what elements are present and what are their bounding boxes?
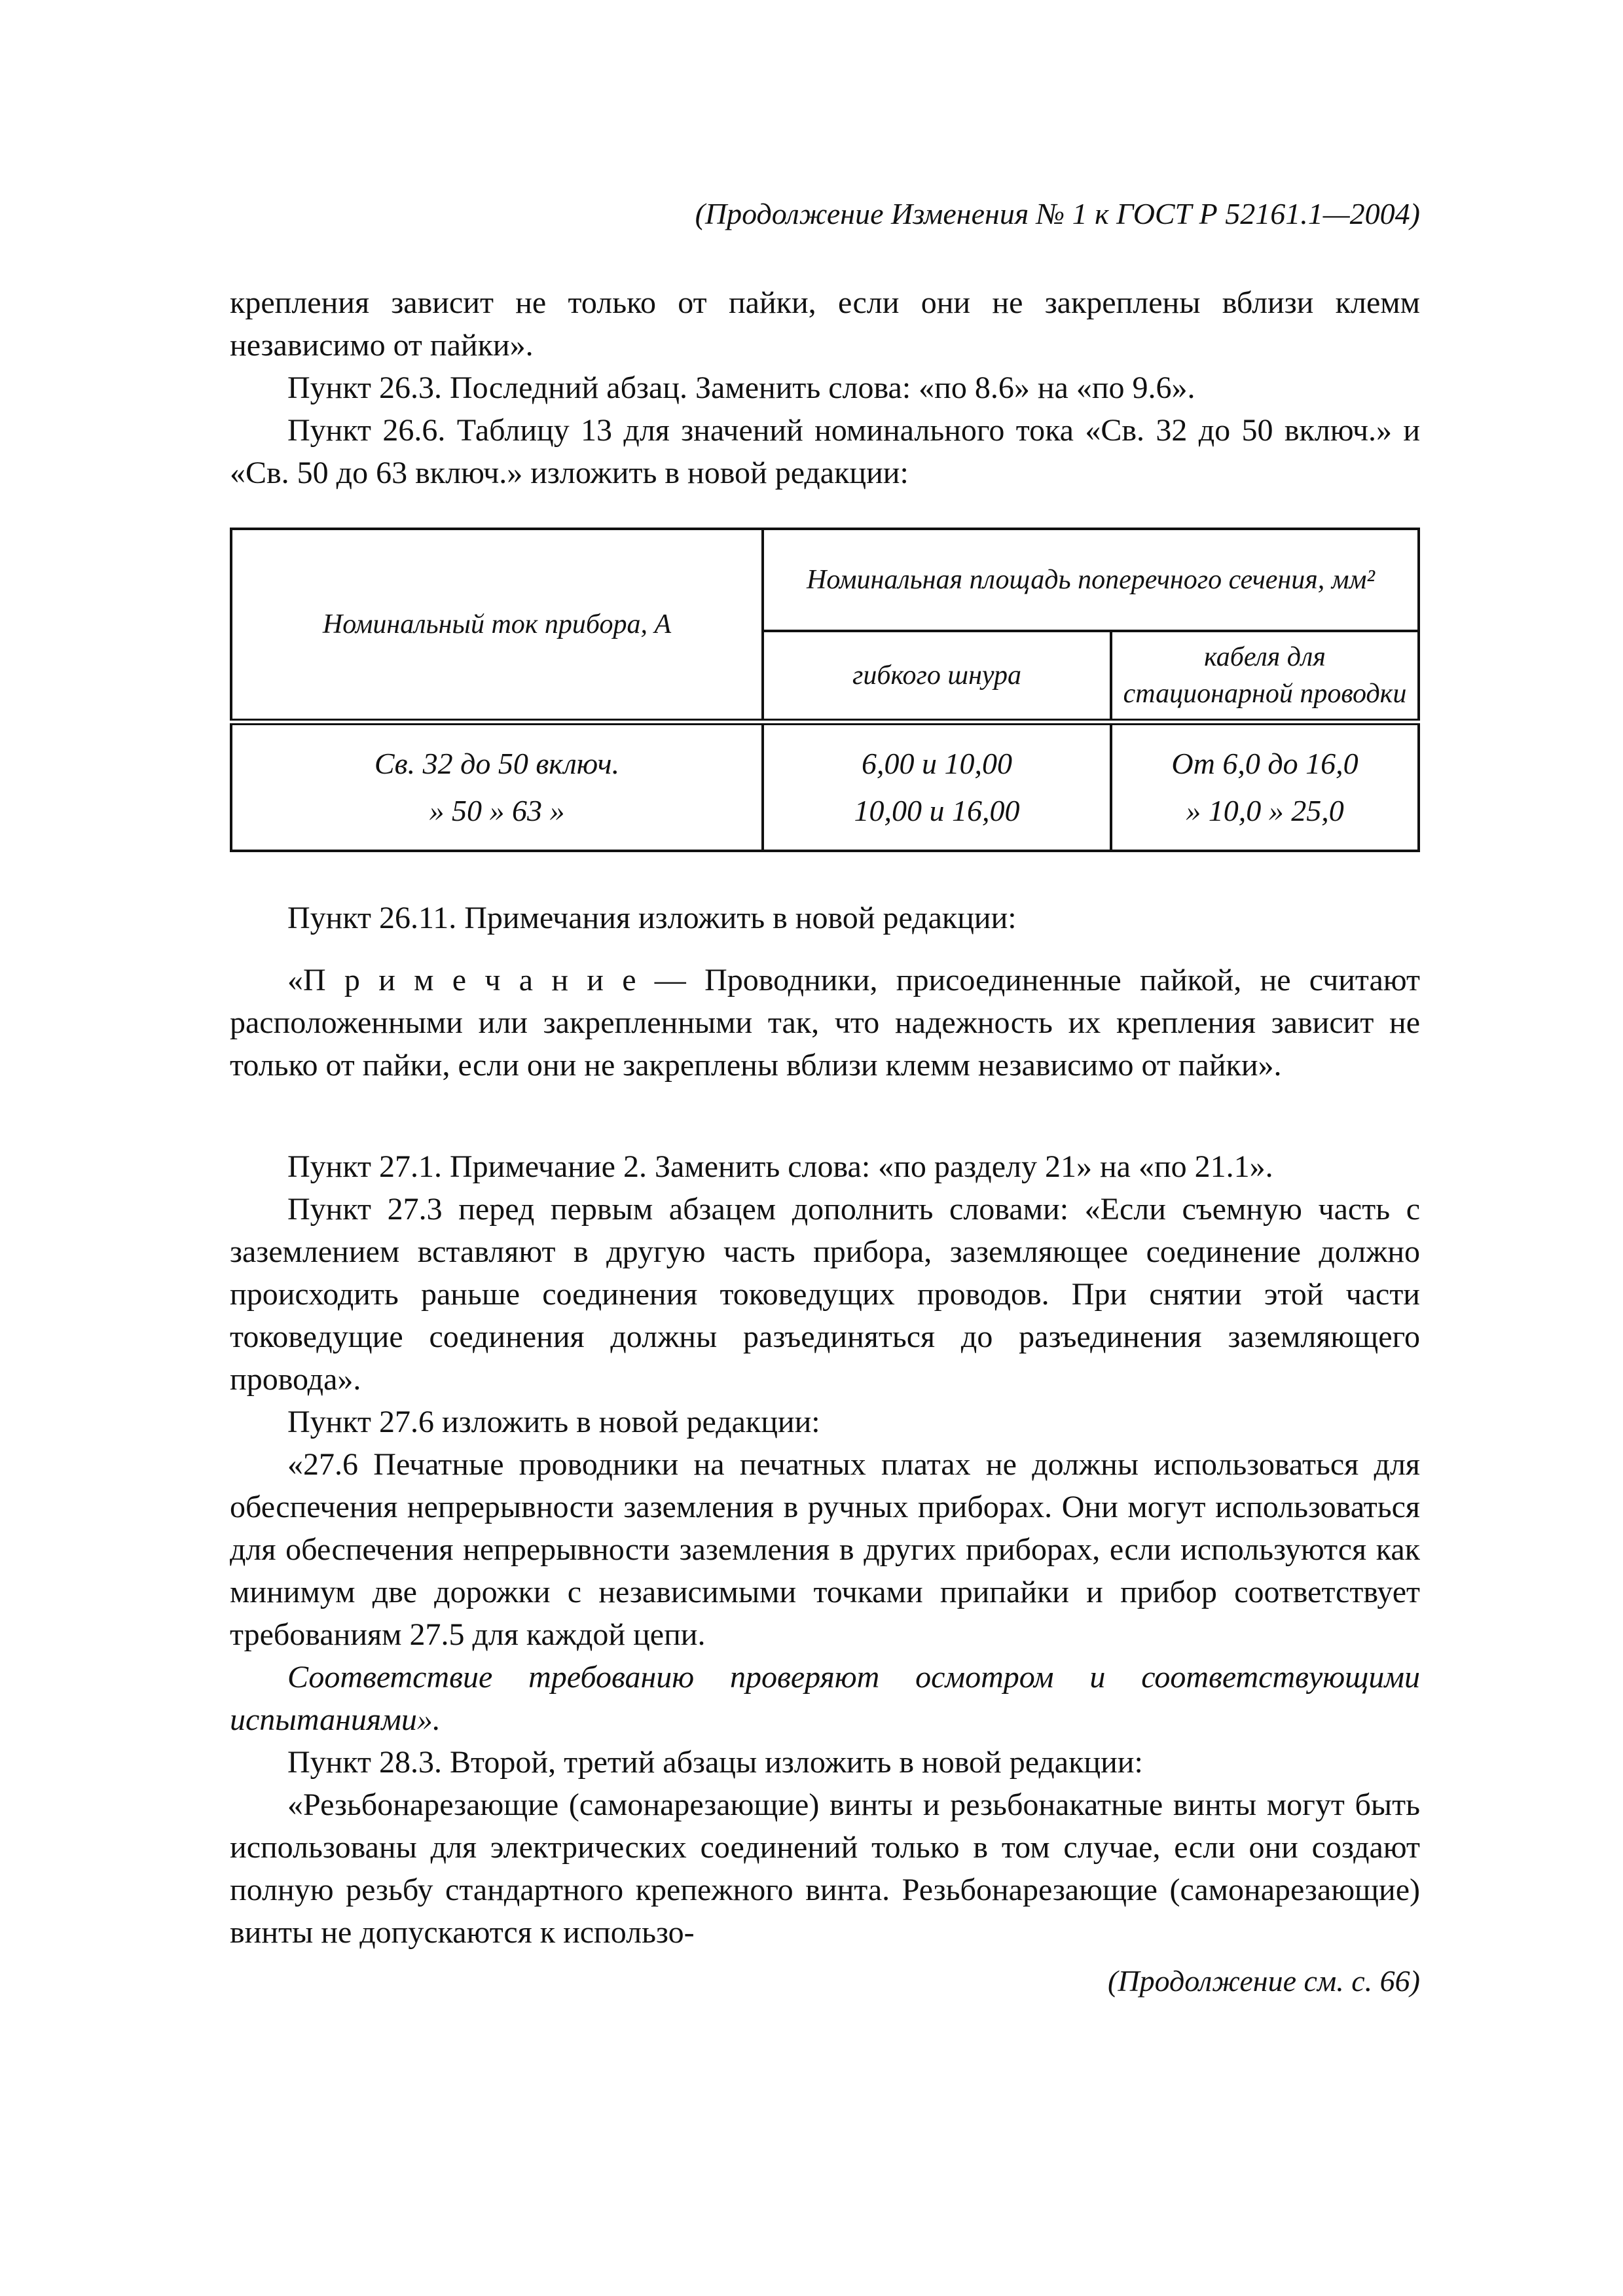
paragraph-26-6: Пункт 26.6. Таблицу 13 для значений номинального тока «Св. 32 до 50 включ.» и «Св. 50 до 63 включ.» изложить в новой редакции: bbox=[230, 413, 1420, 490]
paragraph-27-3: Пункт 27.3 перед первым абзацем дополнить словами: «Если съемную часть с заземлением вставляют в другую часть прибора, заземляющее соединение должно происходить раньше соединения токоведущих проводов. При снятии этой части токоведущие соединения должны разъединяться до разъединения заземляющего провода». bbox=[230, 1192, 1420, 1397]
table-cell-current: Св. 32 до 50 включ. » 50 » 63 » bbox=[231, 722, 763, 851]
page-footer: (Продолжение см. с. 66) bbox=[1108, 1964, 1420, 1998]
table-header-current: Номинальный ток прибора, А bbox=[231, 529, 763, 722]
table-cell-cable: От 6,0 до 16,0 » 10,0 » 25,0 bbox=[1111, 722, 1419, 851]
page-header: (Продолжение Изменения № 1 к ГОСТ Р 52161.1—2004) bbox=[695, 197, 1420, 230]
table-header-cord: гибкого шнура bbox=[763, 631, 1111, 722]
table-header-cable: кабеля для стационарной проводки bbox=[1111, 631, 1419, 722]
paragraph-compliance: Соответствие требованию проверяют осмотром и соответствующими испытаниями». bbox=[230, 1660, 1420, 1737]
paragraph-28-3-text: «Резьбонарезающие (самонарезающие) винты и резьбонакатные винты могут быть использованы для электрических соединений только в том случае, если они создают полную резьбу стандартного крепежного винта. Резьбонарезающие (самонарезающие) винты не допускаются к использо- bbox=[230, 1787, 1420, 1950]
table-13 bbox=[230, 528, 1420, 852]
paragraph-28-3: Пункт 28.3. Второй, третий абзацы изложить в новой редакции: bbox=[287, 1745, 1143, 1780]
paragraph-27-6: Пункт 27.6 изложить в новой редакции: bbox=[287, 1405, 820, 1439]
paragraph-note: «П р и м е ч а н и е — Проводники, присоединенные пайкой, не считают расположенными или закрепленными так, что надежность их крепления зависит не только от пайки, если они не закреплены вблизи клемм независимо от пайки». bbox=[230, 963, 1420, 1083]
paragraph-continuation: крепления зависит не только от пайки, если они не закреплены вблизи клемм независимо от пайки». bbox=[230, 285, 1420, 363]
paragraph-27-6-text: «27.6 Печатные проводники на печатных платах не должны использоваться для обеспечения непрерывности заземления в ручных приборах. Они могут использоваться для обеспечения непрерывности заземления в других приборах, если используются как минимум две дорожки с независимыми точками припайки и прибор соответствует требованиям 27.5 для каждой цепи. bbox=[230, 1447, 1420, 1652]
paragraph-26-11: Пункт 26.11. Примечания изложить в новой редакции: bbox=[287, 901, 1017, 935]
paragraph-27-1: Пункт 27.1. Примечание 2. Заменить слова: «по разделу 21» на «по 21.1». bbox=[287, 1149, 1273, 1184]
document-page bbox=[230, 0, 1420, 2296]
table-cell-cord: 6,00 и 10,00 10,00 и 16,00 bbox=[763, 722, 1111, 851]
table-header-area: Номинальная площадь поперечного сечения, мм² bbox=[763, 529, 1419, 631]
paragraph-26-3: Пункт 26.3. Последний абзац. Заменить слова: «по 8.6» на «по 9.6». bbox=[287, 370, 1195, 405]
